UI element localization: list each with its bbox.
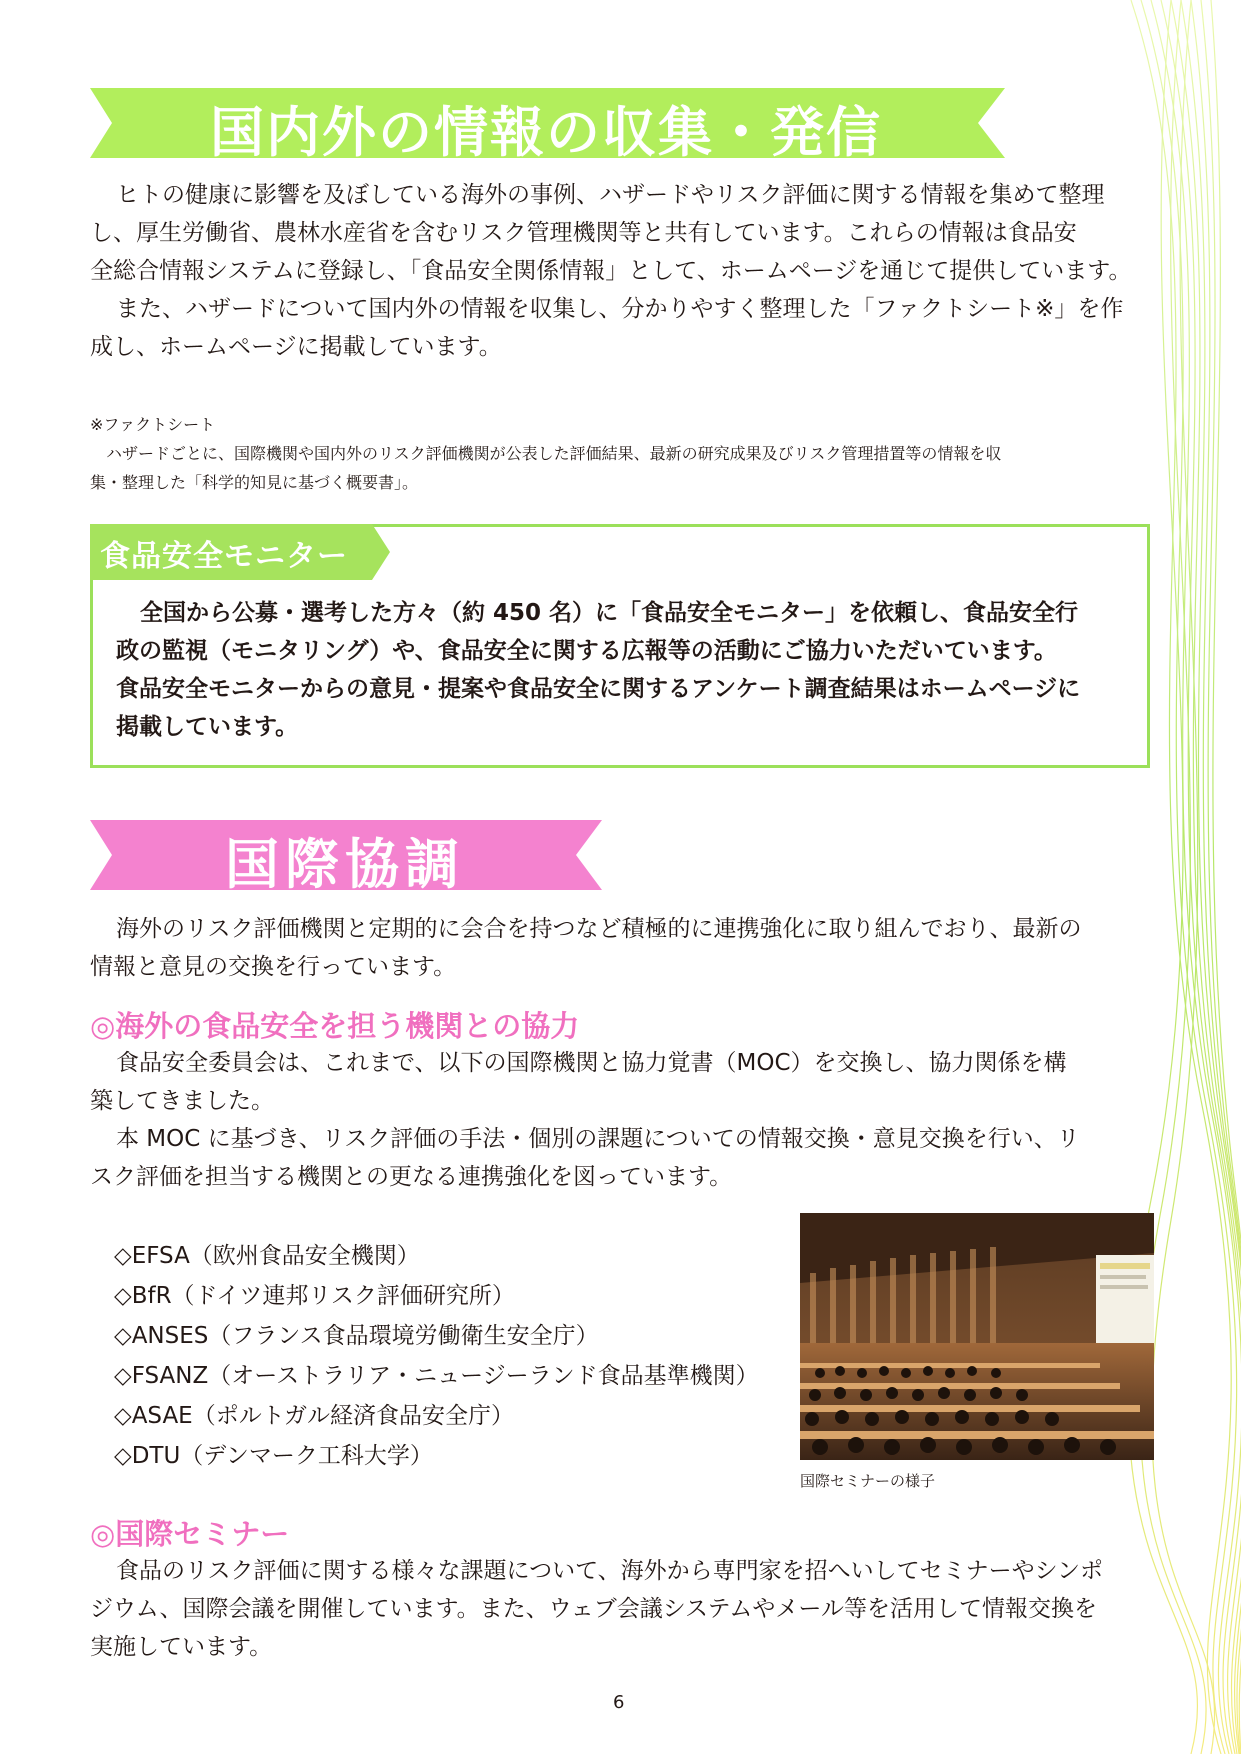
section-info-paragraph [90, 176, 1150, 366]
subheading-cooperation: ◎海外の食品安全を担う機関との協力 [90, 1009, 580, 1043]
seminar-paragraph [90, 1552, 1150, 1666]
paragraph-line: ジウム、国際会議を開催しています。また、ウェブ会議システムやメール等を活用して情報交換を [90, 1596, 1097, 1622]
section-title-info: 国内外の情報の収集・発信 [210, 101, 882, 164]
page-number: 6 [613, 1692, 625, 1713]
list-item: ◇ASAE（ポルトガル経済食品安全庁） [114, 1403, 515, 1429]
paragraph-line: スク評価を担当する機関との更なる連携強化を図っています。 [90, 1164, 733, 1190]
paragraph-line: 本 MOC に基づき、リスク評価の手法・個別の課題についての情報交換・意見交換を行い、リ [116, 1126, 1080, 1152]
paragraph-line: ヒトの健康に影響を及ぼしている海外の事例、ハザードやリスク評価に関する情報を集めて整理 [116, 182, 1105, 208]
section-international-intro [90, 910, 1150, 986]
paragraph-line: 食品安全委員会は、これまで、以下の国際機関と協力覚書（MOC）を交換し、協力関係を構 [116, 1050, 1067, 1076]
paragraph-line: 食品安全モニターからの意見・提案や食品安全に関するアンケート調査結果はホームページに [116, 676, 1081, 702]
list-item: ◇DTU（デンマーク工科大学） [114, 1443, 433, 1469]
seminar-photo-image [800, 1213, 1154, 1460]
paragraph-line: 築してきました。 [90, 1088, 274, 1114]
seminar-photo [800, 1213, 1154, 1460]
note-title: ※ファクトシート [90, 415, 216, 434]
paragraph-line: 海外のリスク評価機関と定期的に会合を持つなど積極的に連携強化に取り組んでおり、最新の [116, 916, 1082, 942]
note-line: ハザードごとに、国際機関や国内外のリスク評価機関が公表した評価結果、最新の研究成果及びリスク管理措置等の情報を収 [106, 444, 1002, 463]
list-item: ◇ANSES（フランス食品環境労働衛生安全庁） [114, 1323, 599, 1349]
monitor-paragraph [116, 594, 1080, 746]
subheading-seminar: ◎国際セミナー [90, 1517, 290, 1551]
section-banner-international [90, 820, 602, 896]
paragraph-line: 成し、ホームページに掲載しています。 [90, 334, 502, 360]
paragraph-line: 政の監視（モニタリング）や、食品安全に関する広報等の活動にご協力いただいています。 [116, 638, 1057, 664]
cooperation-paragraph [90, 1044, 1150, 1196]
factsheet-note [90, 410, 1150, 497]
paragraph-line: 情報と意見の交換を行っています。 [90, 954, 457, 980]
section-title-international: 国際協調 [225, 833, 465, 896]
monitor-title: 食品安全モニター [100, 539, 348, 574]
paragraph-line: 全総合情報システムに登録し、「食品安全関係情報」として、ホームページを通じて提供しています。 [90, 258, 1132, 284]
section-banner-info [90, 88, 1005, 164]
paragraph-line: 食品のリスク評価に関する様々な課題について、海外から専門家を招へいしてセミナーやシンポ [116, 1558, 1104, 1584]
paragraph-line: 実施しています。 [90, 1634, 273, 1660]
paragraph-line: また、ハザードについて国内外の情報を収集し、分かりやすく整理した「ファクトシート※」を作 [116, 296, 1124, 322]
org-list [114, 1236, 759, 1476]
list-item: ◇FSANZ（オーストラリア・ニュージーランド食品基準機関） [114, 1363, 759, 1389]
paragraph-line: 掲載しています。 [116, 714, 299, 740]
list-item: ◇EFSA（欧州食品安全機関） [114, 1243, 420, 1269]
note-line: 集・整理した「科学的知見に基づく概要書」。 [90, 473, 419, 492]
photo-caption: 国際セミナーの様子 [800, 1472, 936, 1490]
list-item: ◇BfR（ドイツ連邦リスク評価研究所） [114, 1283, 515, 1309]
paragraph-line: し、厚生労働省、農林水産省を含むリスク管理機関等と共有しています。これらの情報は食品安 [90, 220, 1077, 246]
paragraph-line: 全国から公募・選考した方々（約 450 名）に「食品安全モニター」を依頼し、食品安全行 [140, 600, 1079, 626]
